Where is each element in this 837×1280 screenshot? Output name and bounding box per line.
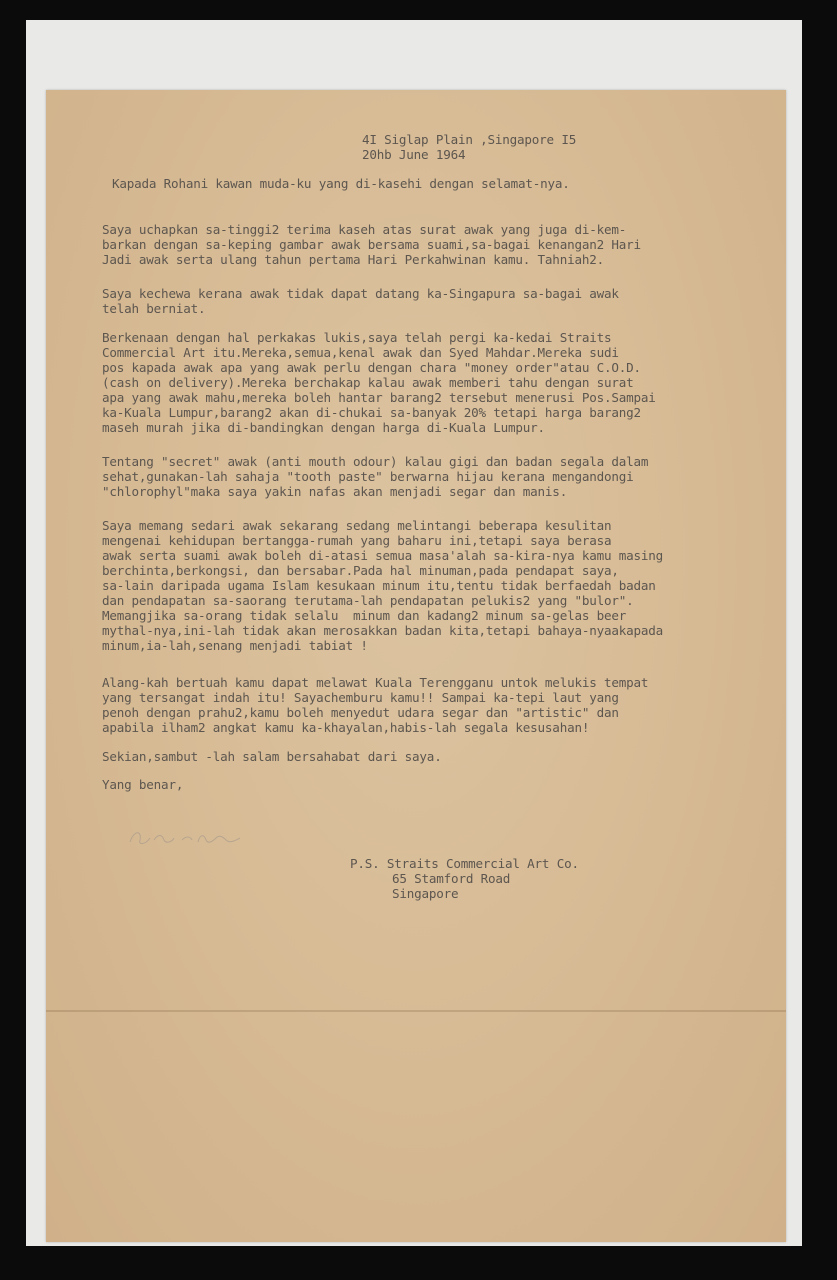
sender-address [362, 132, 576, 162]
letter-date: 20hb June 1964 [362, 147, 466, 163]
paragraph-line: ka-Kuala Lumpur,barang2 akan di-chukai sa-banyak 20% tetapi harga barang2 [102, 405, 641, 420]
paragraph-line: barkan dengan sa-keping gambar awak bersama suami,sa-bagai kenangan2 Hari [102, 237, 641, 252]
paragraph-line: Berkenaan dengan hal perkakas lukis,saya telah pergi ka-kedai Straits [102, 330, 612, 345]
handwritten-signature [126, 826, 256, 850]
paragraph-line: "chlorophyl"maka saya yakin nafas akan menjadi segar dan manis. [102, 484, 568, 499]
paragraph-line: maseh murah jika di-bandingkan dengan harga di-Kuala Lumpur. [102, 420, 545, 435]
letter-paper [46, 90, 786, 1242]
postscript-address [350, 856, 579, 902]
paragraph-line: dan pendapatan sa-saorang terutama-lah pendapatan pelukis2 yang "bulor". [102, 593, 634, 608]
paragraph-line: Commercial Art itu.Mereka,semua,kenal awak dan Syed Mahdar.Mereka sudi [102, 345, 619, 360]
paragraph-line: telah berniat. [102, 301, 206, 316]
paragraph-line: sehat,gunakan-lah sahaja "tooth paste" berwarna hijau kerana mengandongi [102, 469, 634, 484]
paragraph-line: apabila ilham2 angkat kamu ka-khayalan,habis-lah segala kesusahan! [102, 720, 590, 735]
closing-greeting: Sekian,sambut -lah salam bersahabat dari saya. [102, 749, 442, 764]
address-line: 4I Siglap Plain ,Singapore I5 [362, 132, 577, 147]
paragraph-line: pos kapada awak apa yang awak perlu dengan chara "money order"atau C.O.D. [102, 360, 641, 375]
paragraph-line: minum,ia-lah,senang menjadi tabiat ! [102, 638, 368, 653]
paragraph-line: mengenai kehidupan bertangga-rumah yang baharu ini,tetapi saya berasa [102, 533, 612, 548]
salutation: Kapada Rohani kawan muda-ku yang di-kasehi dengan selamat-nya. [112, 176, 570, 191]
paragraph-line: penoh dengan prahu2,kamu boleh menyedut udara segar dan "artistic" dan [102, 705, 619, 720]
paragraph-line: awak serta suami awak boleh di-atasi semua masa'alah sa-kira-nya kamu masing [102, 548, 664, 563]
paragraph-line: Jadi awak serta ulang tahun pertama Hari Perkahwinan kamu. Tahniah2. [102, 252, 604, 267]
paragraph-line: yang tersangat indah itu! Sayachemburu kamu!! Sampai ka-tepi laut yang [102, 690, 619, 705]
closing-sign-off: Yang benar, [102, 777, 184, 792]
ps-street: 65 Stamford Road [392, 871, 511, 887]
paragraph-line: mythal-nya,ini-lah tidak akan merosakkan badan kita,tetapi bahaya-nyaakapada [102, 623, 664, 638]
letter-body [46, 90, 786, 1242]
paragraph-line: Alang-kah bertuah kamu dapat melawat Kuala Terengganu untok melukis tempat [102, 675, 649, 690]
paragraph-line: Memangjika sa-orang tidak selalu minum dan kadang2 minum sa-gelas beer [102, 608, 627, 623]
paragraph-line: Tentang "secret" awak (anti mouth odour) kalau gigi dan badan segala dalam [102, 454, 649, 469]
paragraph-line: Saya kechewa kerana awak tidak dapat datang ka-Singapura sa-bagai awak [102, 286, 619, 301]
paragraph-line: apa yang awak mahu,mereka boleh hantar barang2 tersebut menerusi Pos.Sampai [102, 390, 656, 405]
paragraph-line: sa-lain daripada ugama Islam kesukaan minum itu,tentu tidak berfaedah badan [102, 578, 656, 593]
paragraph-line: berchinta,berkongsi, dan bersabar.Pada hal minuman,pada pendapat saya, [102, 563, 619, 578]
ps-city: Singapore [392, 886, 459, 902]
ps-company: P.S. Straits Commercial Art Co. [350, 856, 579, 871]
paragraph-line: (cash on delivery).Mereka berchakap kalau awak memberi tahu dengan surat [102, 375, 634, 390]
paragraph-line: Saya memang sedari awak sekarang sedang melintangi beberapa kesulitan [102, 518, 612, 533]
paragraph-line: Saya uchapkan sa-tinggi2 terima kaseh atas surat awak yang juga di-kem- [102, 222, 627, 237]
